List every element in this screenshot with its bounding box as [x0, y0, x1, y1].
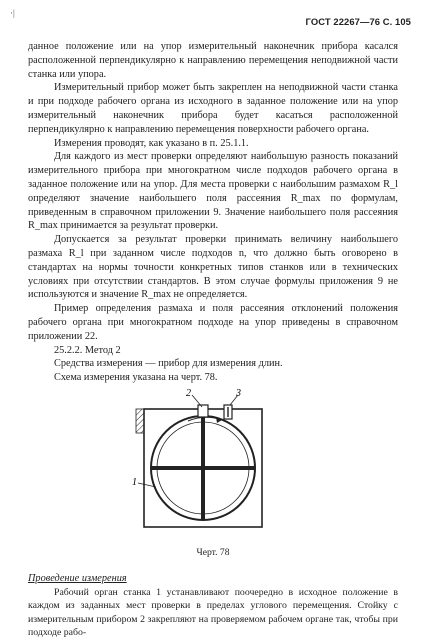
page-header: ГОСТ 22267—76 С. 105: [305, 16, 411, 27]
figure-78: [28, 387, 398, 547]
paragraph: Для каждого из мест проверки определяют наибольшую разность показаний измерительного прибора при многократном числе подходов рабочего органа в заданное положение или на упор. Для места проверки с наибольшим размахом R_l определяют значение наибольшего поля рассеяния R_max по формулам, приведенным в справочном приложении 9. Значение наибольшего поля рассеяния R_max принимается за результат проверки.: [28, 151, 398, 232]
figure-caption: Черт. 78: [196, 546, 230, 558]
paragraph: данное положение или на упор измерительный наконечник прибора касался расположенной перпендикулярно к направлению перемещения неподвижной части станка или упора.: [28, 41, 398, 80]
measurement-scheme-diagram: [130, 387, 280, 539]
procedure-text: Рабочий орган станка 1 устанавливают поочередно в исходное положение в каждом из заданных мест проверки в пределах углового перемещения. Стойку с измерительным прибором 2 закрепляют на проверяемом рабочем органе так, чтобы при подходе рабо-: [28, 586, 398, 639]
paragraph: Измерения проводят, как указано в п. 25.1.1.: [54, 137, 249, 149]
paragraph: Пример определения размаха и поля рассеяния отклонений положения рабочего органа при многократном подходе на упор приведены в справочном приложении 22.: [28, 303, 398, 342]
label-3: 3: [236, 387, 241, 399]
method-means: Средства измерения — прибор для измерения длин.: [54, 358, 283, 370]
hatched-support: [136, 409, 144, 433]
paragraph: Измерительный прибор может быть закреплен на неподвижной части станка и при подходе рабочего органа из исходного в заданное положение или на упор измерительный наконечник прибора будет касаться расположенной перпендикулярно к направлению перемещения поверхности рабочего органа.: [28, 82, 398, 135]
indicator-device: [198, 405, 208, 417]
label-1: 1: [132, 476, 137, 488]
cross-arm-horizontal: [152, 466, 254, 470]
label-2: 2: [186, 387, 191, 399]
margin-mark: ·|: [10, 8, 15, 18]
procedure-heading: Проведение измерения: [28, 572, 127, 584]
paragraph: Допускается за результат проверки принимать величину наибольшего размаха R_l при заданном числе подходов n, что должно быть оговорено в стандартах на нормы точности конкретных типов станков или в технических условиях при отсутствии стандартов. В этом случае формулы приложения 9 не используются и значение R_max не определяется.: [28, 234, 398, 301]
method-title: 25.2.2. Метод 2: [54, 344, 121, 356]
page-body: [28, 40, 398, 640]
method-scheme: Схема измерения указана на черт. 78.: [54, 372, 218, 384]
